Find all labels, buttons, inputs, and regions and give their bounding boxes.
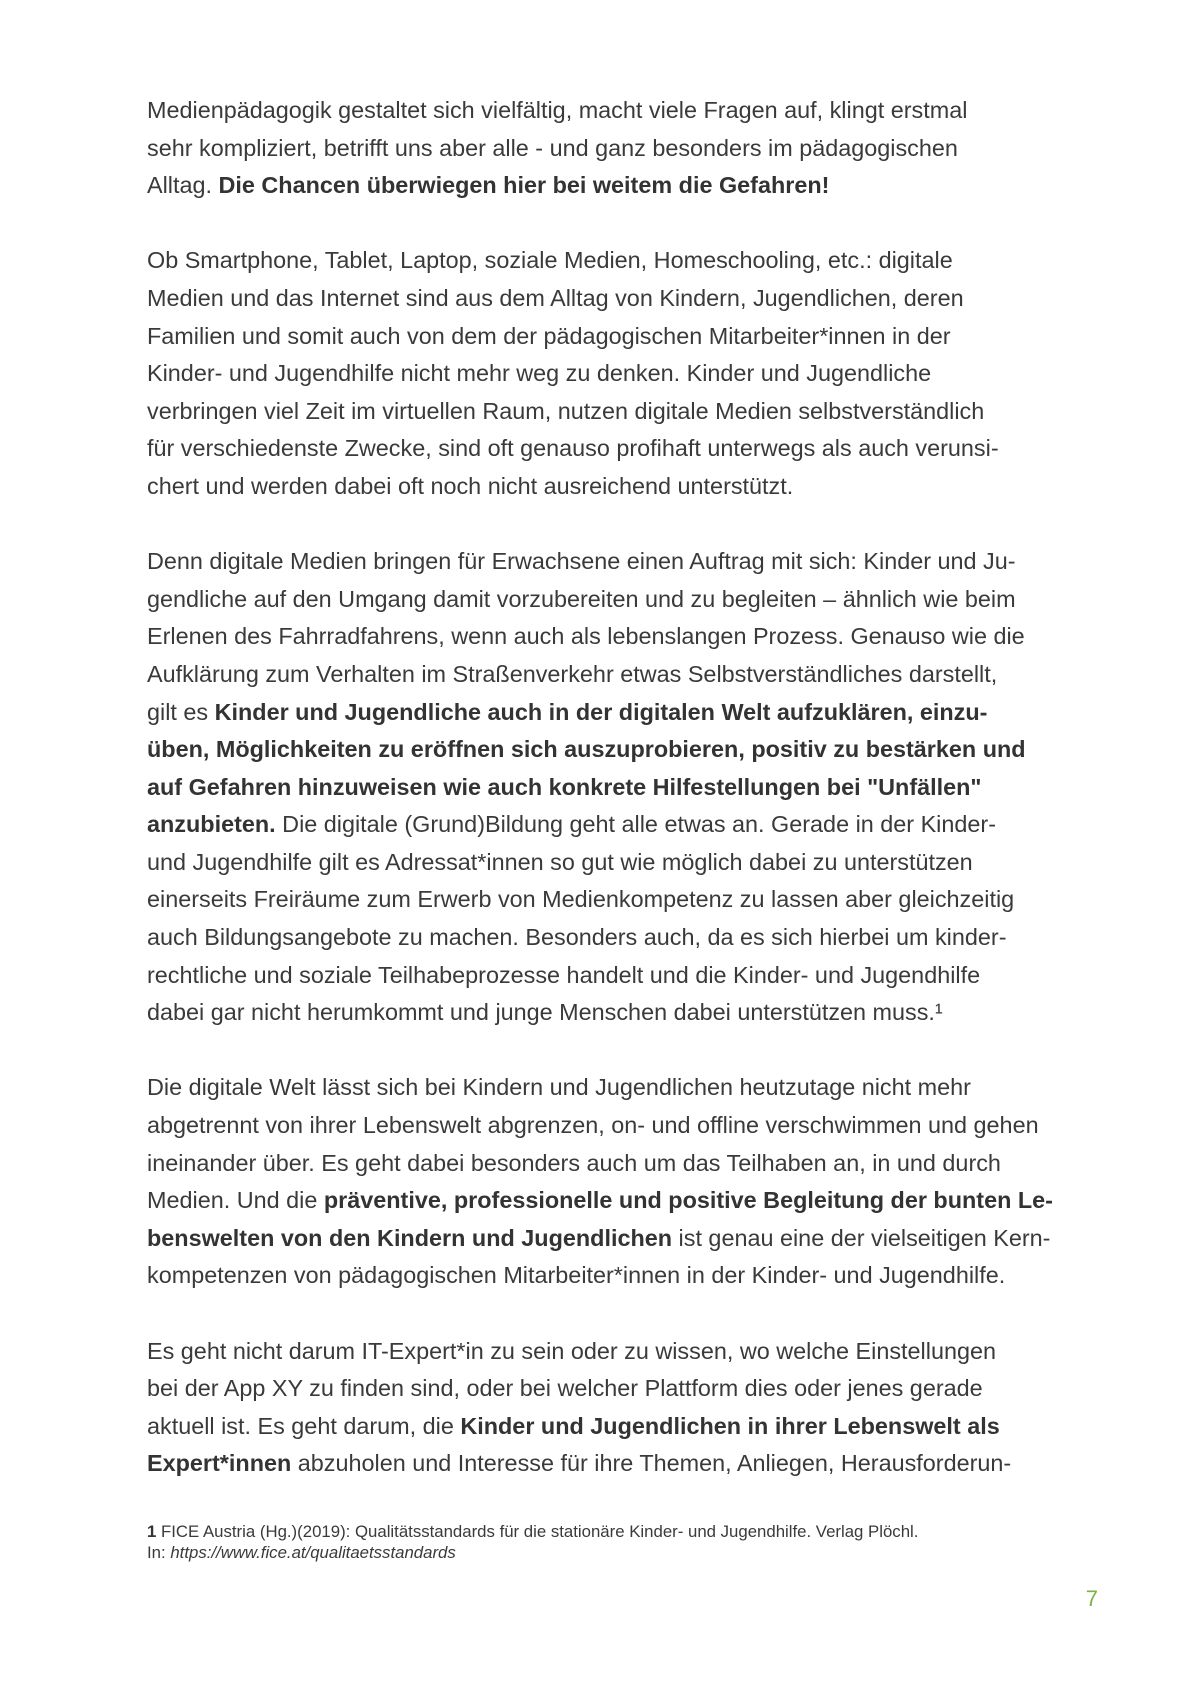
- bold-text: Kinder und Jugendlichen in ihrer Lebenswelt als: [460, 1412, 1000, 1439]
- text-line: [147, 806, 1092, 844]
- text-line: [147, 881, 1092, 919]
- text-span: Familien und somit auch von dem der pädagogischen Mitarbeiter*innen in der: [147, 322, 951, 349]
- text-line: [147, 280, 1092, 318]
- bold-text: anzubieten.: [147, 811, 276, 838]
- text-line: [147, 1257, 1092, 1295]
- text-span: Ob Smartphone, Tablet, Laptop, soziale Medien, Homeschooling, etc.: digitale: [147, 247, 953, 274]
- text-span: kompetenzen von pädagogischen Mitarbeiter*innen in der Kinder- und Jugendhilfe.: [147, 1262, 1006, 1289]
- bold-text: Kinder und Jugendliche auch in der digitalen Welt aufzuklären, einzu-: [214, 698, 988, 725]
- text-span: Medien. Und die: [147, 1187, 324, 1214]
- text-line: [147, 919, 1092, 957]
- text-line: [147, 543, 1092, 581]
- footnote-line-2: [147, 1542, 1092, 1563]
- text-span: einerseits Freiräume zum Erwerb von Medienkompetenz zu lassen aber gleichzeitig: [147, 886, 1015, 913]
- text-line: [147, 731, 1092, 769]
- text-line: [147, 92, 1092, 130]
- text-span: und Jugendhilfe gilt es Adressat*innen so gut wie möglich dabei zu unterstützen: [147, 848, 973, 875]
- text-span: rechtliche und soziale Teilhabeprozesse handelt und die Kinder- und Jugendhilfe: [147, 961, 981, 988]
- text-line: [147, 1145, 1092, 1183]
- footnote: [147, 1521, 1092, 1563]
- bold-text: Expert*innen: [147, 1450, 292, 1477]
- text-line: [147, 1182, 1092, 1220]
- text-span: chert und werden dabei oft noch nicht ausreichend unterstützt.: [147, 472, 794, 499]
- footnote-url[interactable]: https://www.fice.at/qualitaetsstandards: [170, 1543, 456, 1562]
- text-span: Die digitale (Grund)Bildung geht alle etwas an. Gerade in der Kinder-: [275, 811, 996, 838]
- text-span: Kinder- und Jugendhilfe nicht mehr weg zu denken. Kinder und Jugendliche: [147, 360, 932, 387]
- footnote-line-1: [147, 1521, 1092, 1542]
- paragraph-4: [147, 1069, 1092, 1295]
- text-span: Die digitale Welt lässt sich bei Kindern und Jugendlichen heutzutage nicht mehr: [147, 1074, 971, 1101]
- text-line: [147, 242, 1092, 280]
- text-span: für verschiedenste Zwecke, sind oft genauso profihaft unterwegs als auch verunsi-: [147, 435, 999, 462]
- text-line: [147, 994, 1092, 1032]
- text-span: dabei gar nicht herumkommt und junge Menschen dabei unterstützen muss.¹: [147, 999, 943, 1026]
- text-span: verbringen viel Zeit im virtuellen Raum, nutzen digitale Medien selbstverständlich: [147, 397, 985, 424]
- footnote-number: 1: [147, 1522, 157, 1541]
- text-line: [147, 618, 1092, 656]
- bold-text: auf Gefahren hinzuweisen wie auch konkrete Hilfestellungen bei "Unfällen": [147, 773, 982, 800]
- text-line: [147, 1220, 1092, 1258]
- text-line: [147, 957, 1092, 995]
- bold-text: üben, Möglichkeiten zu eröffnen sich auszuprobieren, positiv zu bestärken und: [147, 736, 1026, 763]
- paragraph-5: [147, 1333, 1092, 1483]
- page-body: [147, 92, 1092, 1521]
- text-line: [147, 1069, 1092, 1107]
- text-span: Medienpädagogik gestaltet sich vielfältig, macht viele Fragen auf, klingt erstmal: [147, 97, 968, 123]
- paragraph-3: [147, 543, 1092, 1032]
- text-line: [147, 130, 1092, 168]
- text-line: [147, 167, 1092, 205]
- text-span: Medien und das Internet sind aus dem Alltag von Kindern, Jugendlichen, deren: [147, 284, 964, 311]
- text-line: [147, 1370, 1092, 1408]
- text-line: [147, 430, 1092, 468]
- text-line: [147, 1107, 1092, 1145]
- text-span: bei der App XY zu finden sind, oder bei welcher Plattform dies oder jenes gerade: [147, 1375, 983, 1402]
- text-line: [147, 769, 1092, 807]
- text-span: Aufklärung zum Verhalten im Straßenverkehr etwas Selbstverständliches darstellt,: [147, 660, 998, 687]
- text-line: [147, 581, 1092, 619]
- text-span: ist genau eine der vielseitigen Kern-: [672, 1224, 1051, 1251]
- bold-text: präventive, professionelle und positive Begleitung der bunten Le-: [323, 1187, 1053, 1214]
- text-line: [147, 844, 1092, 882]
- text-line: [147, 656, 1092, 694]
- text-span: aktuell ist. Es geht darum, die: [147, 1412, 461, 1439]
- text-line: [147, 694, 1092, 732]
- text-span: ineinander über. Es geht dabei besonders auch um das Teilhaben an, in und durch: [147, 1149, 1001, 1176]
- footnote-text: FICE Austria (Hg.)(2019): Qualitätsstandards für die stationäre Kinder- und Jugendhilfe. Verlag Plöchl.: [156, 1522, 919, 1541]
- text-span: gilt es: [147, 698, 215, 725]
- text-line: [147, 318, 1092, 356]
- text-span: auch Bildungsangebote zu machen. Besonders auch, da es sich hierbei um kinder-: [147, 924, 1007, 951]
- text-span: Es geht nicht darum IT-Expert*in zu sein oder zu wissen, wo welche Einstellungen: [147, 1337, 996, 1364]
- text-span: Erlenen des Fahrradfahrens, wenn auch als lebenslangen Prozess. Genauso wie die: [147, 623, 1025, 650]
- paragraph-1: [147, 92, 1092, 205]
- text-span: Denn digitale Medien bringen für Erwachsene einen Auftrag mit sich: Kinder und Ju-: [147, 548, 1016, 575]
- text-span: abgetrennt von ihrer Lebenswelt abgrenzen, on- und offline verschwimmen und gehen: [147, 1112, 1039, 1139]
- footnote-in-label: In:: [147, 1543, 171, 1562]
- text-line: [147, 468, 1092, 506]
- paragraph-2: [147, 242, 1092, 505]
- text-span: Alltag.: [147, 172, 219, 199]
- text-line: [147, 1333, 1092, 1371]
- text-span: sehr kompliziert, betrifft uns aber alle - und ganz besonders im pädagogischen: [147, 134, 958, 161]
- text-line: [147, 1445, 1092, 1483]
- page-number: 7: [1085, 1586, 1098, 1611]
- text-span: gendliche auf den Umgang damit vorzubereiten und zu begleiten – ähnlich wie beim: [147, 585, 1016, 612]
- text-line: [147, 393, 1092, 431]
- bold-text: Die Chancen überwiegen hier bei weitem die Gefahren!: [218, 172, 830, 199]
- text-line: [147, 355, 1092, 393]
- bold-text: benswelten von den Kindern und Jugendlichen: [147, 1224, 673, 1251]
- text-span: abzuholen und Interesse für ihre Themen, Anliegen, Herausforderun-: [291, 1450, 1012, 1477]
- text-line: [147, 1408, 1092, 1446]
